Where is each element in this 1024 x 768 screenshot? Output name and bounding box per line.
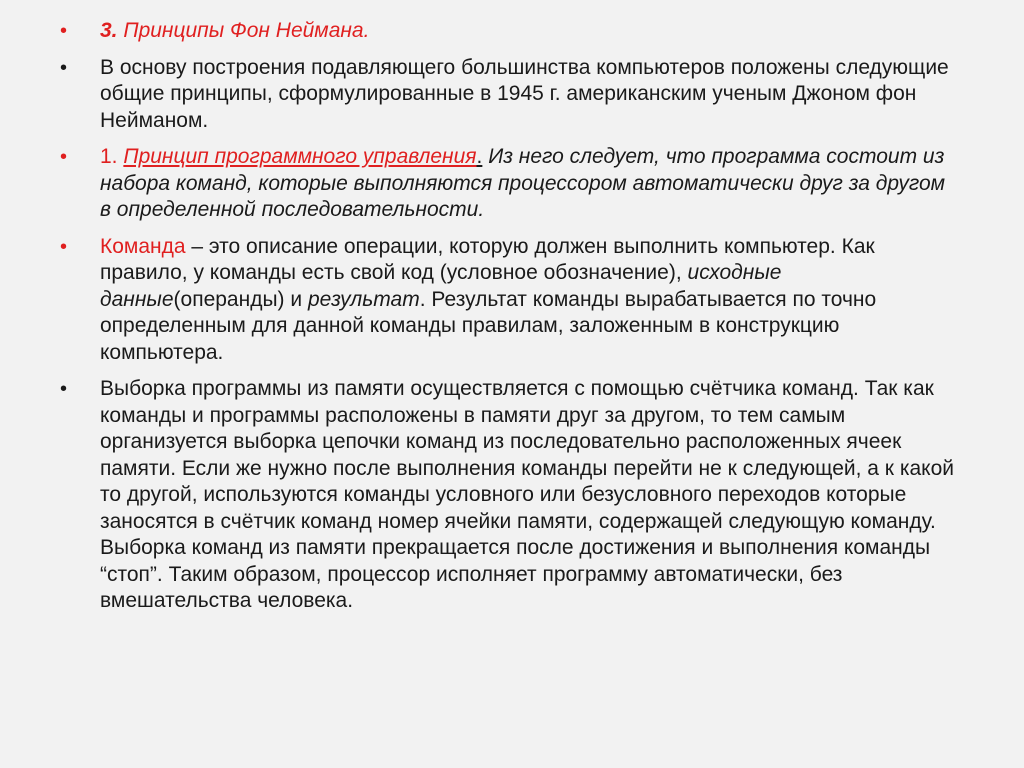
principle-description: Из него следует, что программа состоит из набора команд, которые выполняются процессором автоматически друг за другом в определенной последовательности. — [100, 145, 946, 221]
bullet-item-fetch — [60, 376, 954, 615]
bullet-icon: • — [60, 378, 68, 400]
command-text-2: (операнды) и — [173, 287, 308, 311]
bullet-item-intro — [60, 55, 954, 135]
intro-text: В основу построения подавляющего большинства компьютеров положены следующие общие принципы, сформулированные в 1945 г. американским ученым Джоном фон Нейманом. — [100, 55, 949, 132]
bullet-list — [60, 18, 954, 615]
bullet-icon: • — [60, 56, 68, 79]
command-italic-result: результат — [307, 287, 420, 311]
command-term: Команда — [100, 234, 186, 258]
principle-number: 1. — [100, 145, 124, 168]
bullet-item-principle-1 — [60, 144, 954, 224]
principle-term: Принцип программного управления — [123, 145, 477, 168]
bullet-item-command — [60, 234, 954, 367]
principle-dot: . — [476, 145, 483, 168]
bullet-icon: • — [60, 235, 68, 258]
command-text-1: – это описание операции, которую должен выполнить компьютер. Как правило, у команды есть свой код (условное обозначение), — [100, 234, 875, 284]
heading-title: Принципы Фон Неймана. — [117, 19, 370, 42]
bullet-item-heading — [60, 18, 954, 45]
command-text-3: . Результат команды вырабатывается по точно определенным для данной команды правилам, заложенным в конструкцию компьютера. — [100, 287, 877, 364]
fetch-text: Выборка программы из памяти осуществляется с помощью счётчика команд. Так как команды и программы расположены в памяти друг за другом, то тем самым организуется выборка цепочки команд из последовательно расположенных ячеек памяти. Если же нужно после выполнения команды перейти не к следующей, а к какой то другой, используются команды условного или безусловного переходов которые заносятся в счётчик команд номер ячейки памяти, содержащей следующую команду. Выборка команд из памяти прекращается после достижения и выполнения команды “стоп”. Таким образом, процессор исполняет программу автоматически, без вмешательства человека. — [100, 377, 954, 612]
command-italic-source-data: исходные данные — [100, 261, 782, 311]
bullet-icon: • — [60, 146, 68, 168]
heading-number: 3. — [100, 19, 118, 42]
bullet-icon: • — [60, 20, 68, 42]
